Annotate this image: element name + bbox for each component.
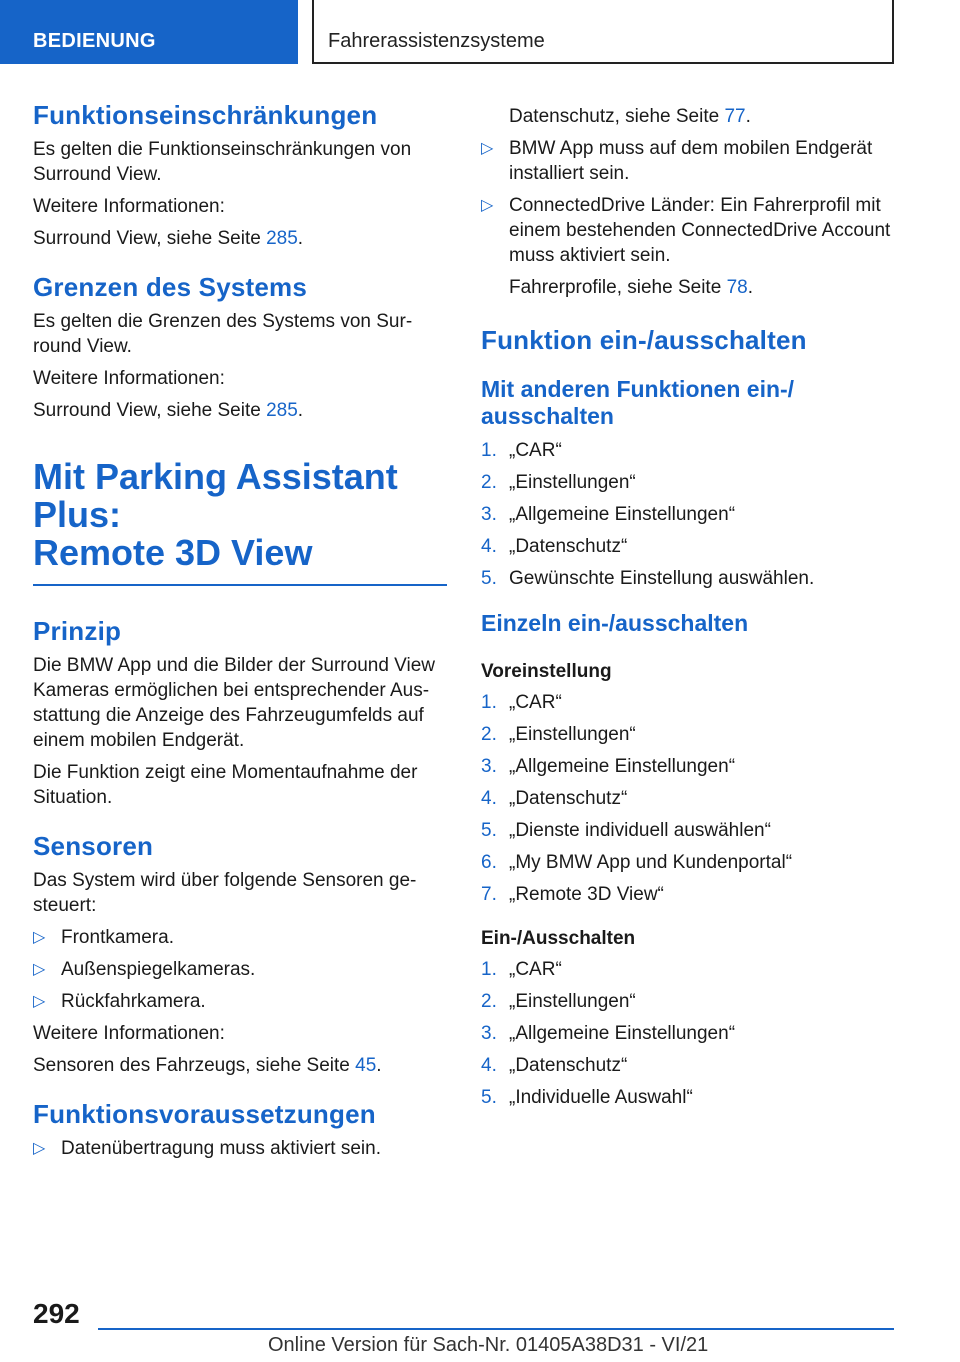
page-link[interactable]: 285 bbox=[266, 400, 298, 421]
reference-text: Sensoren des Fahrzeugs, siehe Seite bbox=[33, 1055, 356, 1076]
section-tab bbox=[0, 0, 298, 64]
heading-mit-anderen-funktionen: Mit anderen Funktionen ein-/ ausschalten bbox=[481, 376, 795, 429]
list-item-text: „CAR“ bbox=[509, 959, 562, 980]
main-title-line-1: Mit Parking Assistant Plus: bbox=[33, 456, 398, 535]
page-reference: Surround View, siehe Seite 285. bbox=[33, 400, 304, 421]
list-item-text: „Allgemeine Einstellungen“ bbox=[509, 504, 736, 525]
list-number: 1. bbox=[481, 692, 497, 713]
list-number: 5. bbox=[481, 568, 497, 589]
numbered-list-item bbox=[481, 1021, 901, 1046]
list-number: 2. bbox=[481, 724, 497, 745]
numbered-list-item bbox=[481, 690, 901, 715]
list-number: 3. bbox=[481, 1023, 497, 1044]
paragraph: Die BMW App und die Bilder der Surround View Kameras ermöglichen bei entsprechender Ausstattung die Anzeige des Fahrzeugumfelds auf einem mobilen Endgerät. bbox=[33, 655, 436, 751]
heading-funktion-einausschalten: Funktion ein-/ausschalten bbox=[481, 325, 807, 355]
chapter-label: Fahrerassistenzsysteme bbox=[328, 30, 545, 52]
numbered-list-item bbox=[481, 438, 901, 463]
numbered-list-item bbox=[481, 1053, 901, 1078]
page-number: 292 bbox=[33, 1298, 80, 1329]
list-item-text: „Datenschutz“ bbox=[509, 536, 628, 557]
heading-grenzen: Grenzen des Systems bbox=[33, 272, 308, 302]
paragraph: Es gelten die Funktionseinschränkungen von Surround View. bbox=[33, 139, 412, 185]
numbered-list-item bbox=[481, 850, 901, 875]
triangle-bullet-icon: ▷ bbox=[33, 993, 46, 1010]
numbered-list-item bbox=[481, 502, 901, 527]
paragraph: Weitere Informationen: bbox=[33, 196, 225, 217]
numbered-list-item bbox=[481, 786, 901, 811]
list-number: 3. bbox=[481, 504, 497, 525]
page-link[interactable]: 285 bbox=[266, 228, 298, 249]
triangle-bullet-icon: ▷ bbox=[33, 961, 46, 978]
page-link[interactable]: 45 bbox=[355, 1055, 377, 1076]
reference-text: Surround View, siehe Seite bbox=[33, 400, 267, 421]
right-column bbox=[481, 104, 901, 1117]
paragraph: Weitere Informationen: bbox=[33, 1023, 225, 1044]
numbered-list-item bbox=[481, 566, 901, 591]
list-number: 3. bbox=[481, 756, 497, 777]
list-item: ▷ Datenübertragung muss aktiviert sein. bbox=[33, 1138, 381, 1159]
triangle-bullet-icon: ▷ bbox=[33, 1140, 46, 1157]
triangle-bullet-icon: ▷ bbox=[481, 140, 494, 157]
heading-funktionsvoraussetzungen: Funktionsvoraussetzungen bbox=[33, 1099, 376, 1129]
subheading-einausschalten: Ein-/Ausschalten bbox=[481, 928, 636, 949]
numbered-list-item bbox=[481, 722, 901, 747]
numbered-list bbox=[481, 690, 901, 907]
list-number: 2. bbox=[481, 991, 497, 1012]
page-link[interactable]: 77 bbox=[724, 106, 746, 127]
page-reference: Sensoren des Fahrzeugs, siehe Seite 45. bbox=[33, 1055, 382, 1076]
footer-divider bbox=[98, 1328, 894, 1330]
reference-text: Surround View, siehe Seite bbox=[33, 228, 267, 249]
list-item-text: „Datenschutz“ bbox=[509, 788, 628, 809]
title-divider bbox=[33, 584, 447, 586]
paragraph: Es gelten die Grenzen des Systems von Surround View. bbox=[33, 311, 413, 357]
page-reference: Surround View, siehe Seite 285. bbox=[33, 228, 304, 249]
heading-prinzip: Prinzip bbox=[33, 616, 122, 646]
section-label: BEDIENUNG bbox=[33, 30, 156, 52]
triangle-bullet-icon: ▷ bbox=[33, 929, 46, 946]
heading-funktionseinschraenkungen: Funktionseinschränkungen bbox=[33, 100, 378, 130]
paragraph: Das System wird über folgende Sensoren gesteuert: bbox=[33, 870, 417, 916]
list-number: 5. bbox=[481, 820, 497, 841]
list-item-text: Gewünschte Einstellung auswählen. bbox=[509, 568, 815, 589]
numbered-list-item bbox=[481, 534, 901, 559]
footer-text: Online Version für Sach-Nr. 01405A38D31 - VI/21 bbox=[268, 1334, 709, 1356]
reference-text: Fahrerprofile, siehe Seite bbox=[509, 277, 727, 298]
list-number: 5. bbox=[481, 1087, 497, 1108]
numbered-list bbox=[481, 957, 901, 1110]
heading-sensoren: Sensoren bbox=[33, 831, 154, 861]
subheading-voreinstellung: Voreinstellung bbox=[481, 661, 612, 682]
list-item: ▷ BMW App muss auf dem mobilen Endgerät installiert sein. bbox=[481, 138, 873, 184]
list-item-text: „Einstellungen“ bbox=[509, 724, 636, 745]
paragraph: Die Funktion zeigt eine Momentaufnahme der Situation. bbox=[33, 762, 418, 808]
list-number: 1. bbox=[481, 440, 497, 461]
page-link[interactable]: 78 bbox=[726, 277, 748, 298]
list-number: 7. bbox=[481, 884, 497, 905]
list-item: ▷ Rückfahrkamera. bbox=[33, 991, 206, 1012]
numbered-list-item bbox=[481, 957, 901, 982]
list-number: 4. bbox=[481, 1055, 497, 1076]
list-item-text: „CAR“ bbox=[509, 440, 562, 461]
list-item-text: „Allgemeine Einstellungen“ bbox=[509, 1023, 736, 1044]
list-item-text: „Individuelle Auswahl“ bbox=[509, 1087, 693, 1108]
list-item: ▷ ConnectedDrive Länder: Ein Fahrerprofil mit einem bestehenden ConnectedDrive Account muss aktiviert sein. bbox=[481, 195, 891, 266]
list-number: 6. bbox=[481, 852, 497, 873]
list-item-text: „Einstellungen“ bbox=[509, 991, 636, 1012]
list-item: ▷ Außenspiegelkameras. bbox=[33, 959, 256, 980]
list-item-text: „Einstellungen“ bbox=[509, 472, 636, 493]
numbered-list-item bbox=[481, 882, 901, 907]
page-reference: Fahrerprofile, siehe Seite 78. bbox=[509, 277, 753, 298]
numbered-list-item bbox=[481, 470, 901, 495]
numbered-list-item bbox=[481, 989, 901, 1014]
chapter-tab bbox=[312, 0, 894, 64]
numbered-list-item bbox=[481, 754, 901, 779]
list-item-text: „Allgemeine Einstellungen“ bbox=[509, 756, 736, 777]
list-number: 1. bbox=[481, 959, 497, 980]
list-item-text: „CAR“ bbox=[509, 692, 562, 713]
heading-einzeln: Einzeln ein-/ausschalten bbox=[481, 610, 749, 636]
list-item-text: „Datenschutz“ bbox=[509, 1055, 628, 1076]
list-item: ▷ Frontkamera. bbox=[33, 927, 174, 948]
main-title-line-2: Remote 3D View bbox=[33, 532, 313, 573]
triangle-bullet-icon: ▷ bbox=[481, 197, 494, 214]
reference-text: Datenschutz, siehe Seite bbox=[509, 106, 725, 127]
list-number: 4. bbox=[481, 536, 497, 557]
numbered-list bbox=[481, 438, 901, 591]
list-item-text: „Dienste individuell auswählen“ bbox=[509, 820, 771, 841]
list-item-text: „My BMW App und Kundenportal“ bbox=[509, 852, 793, 873]
numbered-list-item bbox=[481, 818, 901, 843]
list-item-text: „Remote 3D View“ bbox=[509, 884, 664, 905]
list-number: 4. bbox=[481, 788, 497, 809]
list-number: 2. bbox=[481, 472, 497, 493]
paragraph: Weitere Informationen: bbox=[33, 368, 225, 389]
left-column bbox=[33, 100, 447, 1168]
page-reference: Datenschutz, siehe Seite 77. bbox=[509, 106, 751, 127]
numbered-list-item bbox=[481, 1085, 901, 1110]
